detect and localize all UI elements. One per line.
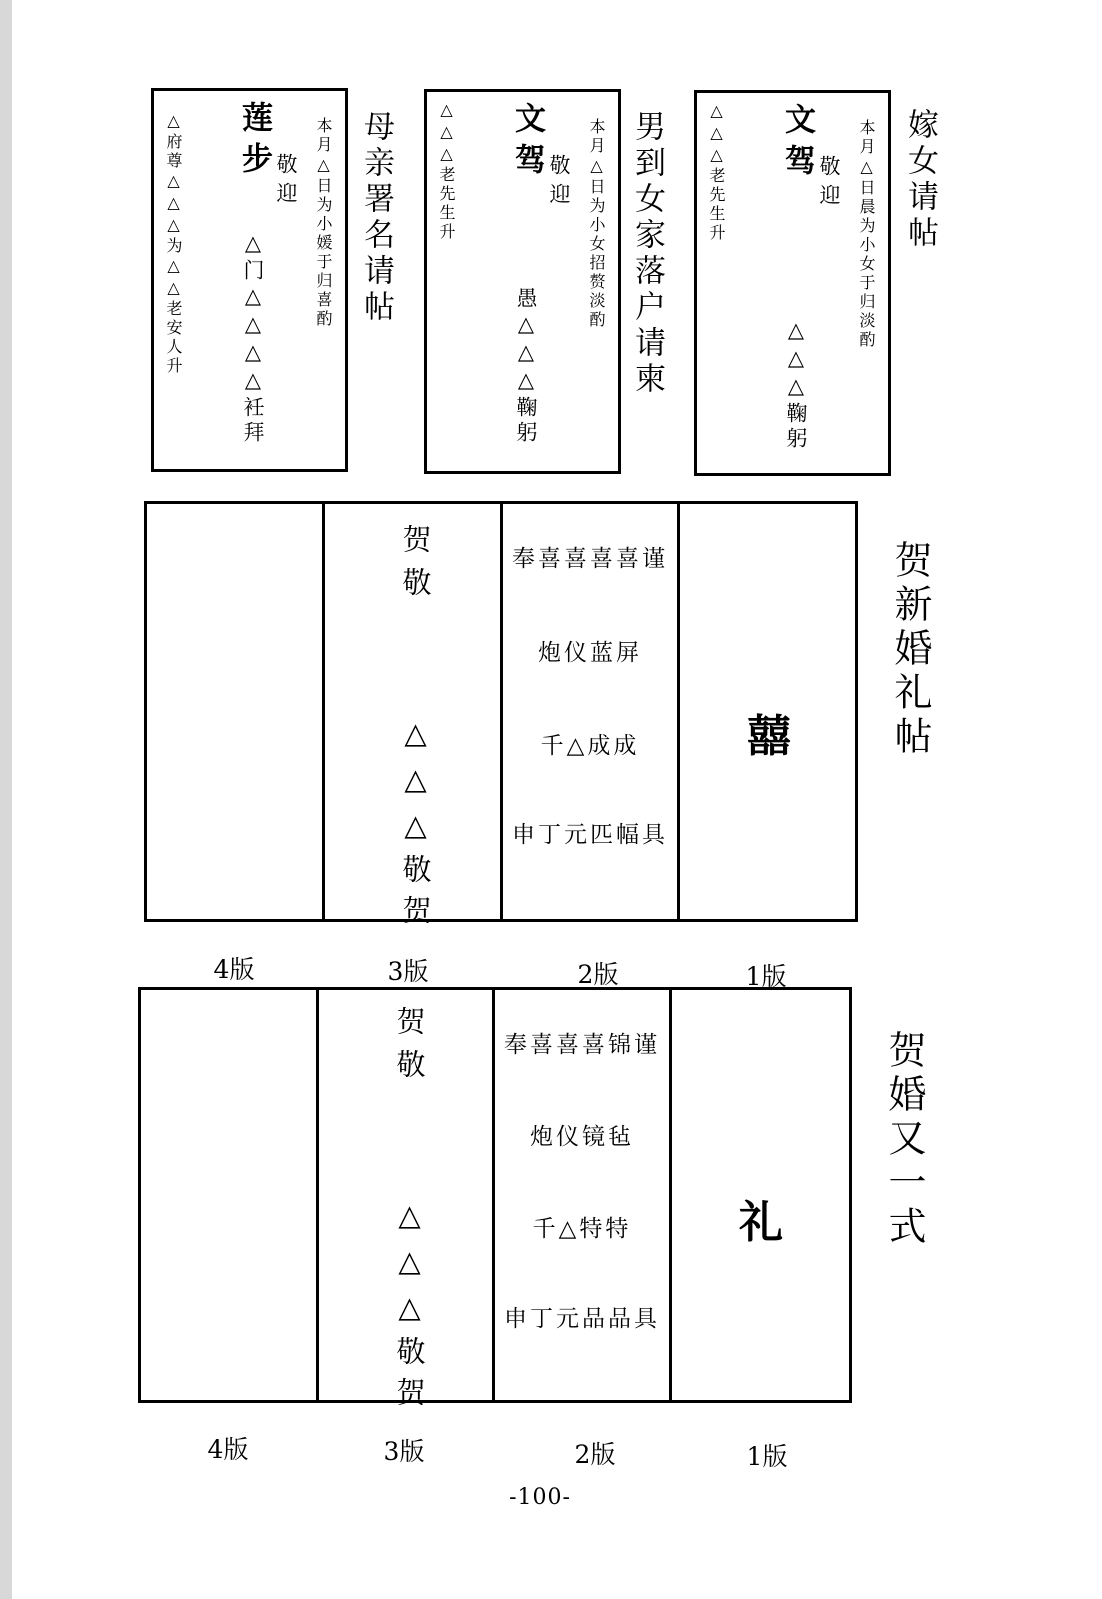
card2-panel3-bottom [384, 1198, 434, 1418]
card1-panel2-line4: 申丁元匹幅具 [512, 822, 668, 848]
card1-panel3-bottom [390, 716, 440, 936]
card2-panel2-line1: 奉喜喜喜锦谨 [504, 1032, 660, 1058]
card2-panel3-top [384, 1006, 434, 1092]
mother-invite-line1: 本月△日为小媛于归喜酌 [314, 117, 333, 329]
card1-divider-3 [322, 504, 325, 919]
groom-invite-line2: 敬迎 [547, 154, 571, 212]
card1-panel3-top [390, 524, 440, 610]
groom-invite-line3: 文驾 [509, 102, 545, 184]
page-edge [0, 0, 12, 1599]
bride-invite-line1: 本月△日晨为小女于归淡酌 [857, 119, 876, 350]
card2-panel2-line3: 千△特特 [532, 1216, 632, 1242]
groom-invite-line5: △△△老先生升 [437, 100, 456, 242]
card2-plate-1: 1版 [746, 1442, 788, 1471]
card1-plate-1: 1版 [745, 962, 787, 991]
card2-plate-3: 3版 [383, 1437, 425, 1466]
card2-panel1-char: 礼 [739, 1197, 783, 1248]
card2-plate-4: 4版 [207, 1435, 249, 1464]
card1-plate-4: 4版 [213, 955, 255, 984]
card1-plate-2: 2版 [577, 960, 619, 989]
card1-panel2-line1: 奉喜喜喜喜谨 [512, 546, 668, 572]
card1-panel3-bottom-text: △△△敬贺 [398, 716, 433, 936]
card2-panel3-bottom-text: △△△敬贺 [392, 1198, 427, 1418]
groom-invite-line4: 愚△△△鞠躬 [514, 287, 538, 446]
card2-panel2-line2: 炮仪镜毡 [530, 1124, 634, 1150]
groom-invite-heading: 男到女家落户请柬 [629, 110, 665, 398]
bride-invite-line2: 敬迎 [817, 155, 841, 213]
groom-invite-line1: 本月△日为小女招赘淡酌 [587, 118, 606, 330]
card2-plate-2: 2版 [574, 1440, 616, 1469]
wedding-card-1-heading: 贺新婚礼帖 [888, 540, 932, 760]
mother-invite-line4: △门△△△△衽拜 [241, 231, 265, 446]
bride-invite-line3: 文驾 [779, 103, 815, 185]
card2-panel2-line4: 申丁元品品具 [504, 1306, 660, 1332]
mother-invite-heading: 母亲署名请帖 [358, 110, 394, 326]
bride-invite-line4: △△△鞠躬 [784, 318, 808, 452]
bride-invite-heading: 嫁女请帖 [902, 108, 938, 252]
card1-panel3-top-text: 贺敬 [398, 524, 433, 610]
card2-divider-3 [316, 990, 319, 1400]
card1-panel2-line3: 千△成成 [540, 733, 640, 759]
bride-invite-line5: △△△老先生升 [707, 101, 726, 243]
card2-panel3-top-text: 贺敬 [392, 1006, 427, 1092]
wedding-card-2 [138, 987, 852, 1418]
mother-invite-line5: △府尊△△△为△△老安人升 [164, 111, 183, 376]
page-number: -100- [509, 1485, 571, 1510]
wedding-card-1 [144, 501, 858, 936]
card1-plate-3: 3版 [387, 957, 429, 986]
card1-panel2-line2: 炮仪蓝屏 [538, 640, 642, 666]
mother-invite-card [151, 88, 348, 472]
wedding-card-2-heading: 贺婚又一式 [882, 1030, 926, 1250]
mother-invite-line2: 敬迎 [274, 153, 298, 211]
mother-invite-line3: 莲步 [236, 101, 272, 183]
bride-invite-card [694, 90, 891, 476]
card1-panel1-char: 囍 [747, 711, 791, 762]
groom-invite-card [424, 89, 621, 474]
